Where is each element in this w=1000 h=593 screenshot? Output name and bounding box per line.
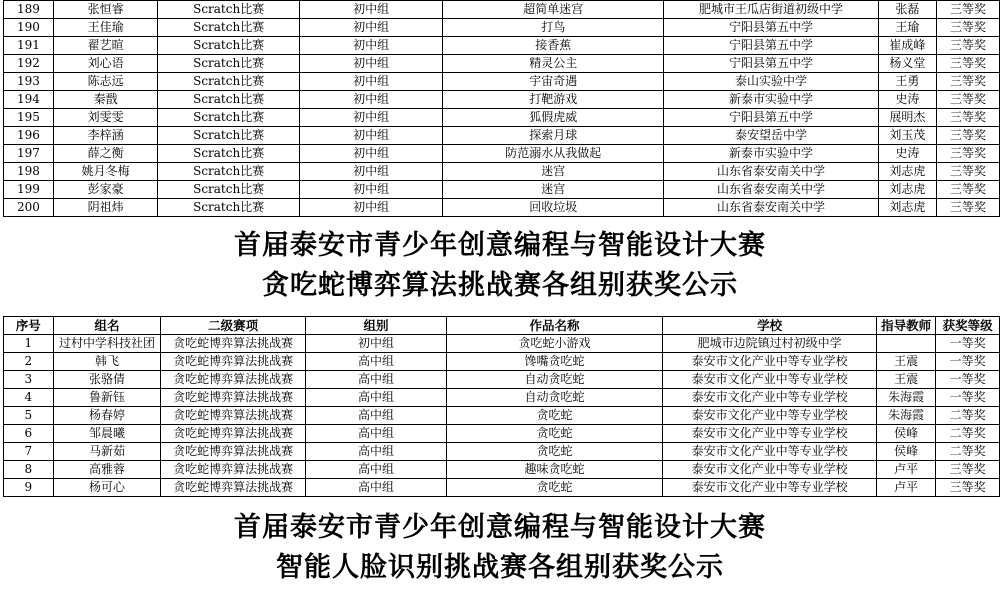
table-cell: 卢平 — [877, 461, 936, 479]
table-cell: 贪吃蛇博弈算法挑战赛 — [161, 479, 306, 497]
table-row — [4, 461, 1000, 479]
table-cell: Scratch比赛 — [158, 1, 299, 19]
table-cell: 刘志虎 — [878, 199, 936, 217]
table-cell: 初中组 — [299, 181, 442, 199]
table-cell: 贪吃蛇博弈算法挑战赛 — [161, 461, 306, 479]
table-row — [4, 425, 1000, 443]
header-cell: 指导教师 — [877, 317, 936, 335]
table-cell: 泰安市文化产业中等专业学校 — [663, 461, 877, 479]
table-cell: 三等奖 — [937, 127, 1000, 145]
table-cell: 自动贪吃蛇 — [447, 389, 663, 407]
table-cell: 超简单迷宫 — [443, 1, 664, 19]
table-cell: 山东省泰安南关中学 — [664, 199, 878, 217]
award-table-scratch — [3, 0, 1000, 217]
table-cell: Scratch比赛 — [158, 127, 299, 145]
table-cell: 刘志虎 — [878, 181, 936, 199]
table-cell: 张磊 — [878, 1, 936, 19]
table-cell: 贪吃蛇博弈算法挑战赛 — [161, 407, 306, 425]
table-cell: 王震 — [877, 371, 936, 389]
table-cell: Scratch比赛 — [158, 109, 299, 127]
table-cell: Scratch比赛 — [158, 163, 299, 181]
section-title: 首届泰安市青少年创意编程与智能设计大赛 — [234, 512, 766, 543]
table-row — [4, 353, 1000, 371]
table-cell: 贪吃蛇博弈算法挑战赛 — [161, 353, 306, 371]
section-subtitle: 智能人脸识别挑战赛各组别获奖公示 — [276, 552, 724, 583]
header-cell: 组名 — [53, 317, 161, 335]
table-row — [4, 73, 1000, 91]
table-cell: 王勇 — [878, 73, 936, 91]
table-cell: 山东省泰安南关中学 — [664, 181, 878, 199]
table-cell: 刘雯雯 — [53, 109, 158, 127]
table-cell: 三等奖 — [937, 181, 1000, 199]
table-cell: 191 — [4, 37, 54, 55]
table-row — [4, 479, 1000, 497]
table-row — [4, 127, 1000, 145]
table-cell: 肥城市边院镇过村初级中学 — [663, 335, 877, 353]
table-cell: 6 — [4, 425, 54, 443]
table-cell: 初中组 — [299, 1, 442, 19]
table-cell: 张恒睿 — [53, 1, 158, 19]
table-cell: 杨可心 — [53, 479, 161, 497]
table-cell: 宁阳县第五中学 — [664, 109, 878, 127]
table-header-row — [4, 317, 1000, 335]
table-cell: 初中组 — [299, 199, 442, 217]
table-cell: 高中组 — [305, 461, 446, 479]
table-row — [4, 371, 1000, 389]
table-cell: Scratch比赛 — [158, 73, 299, 91]
table-cell: 二等奖 — [936, 407, 1000, 425]
table-cell: 薛之衡 — [53, 145, 158, 163]
table-cell: 陈志远 — [53, 73, 158, 91]
table-cell: Scratch比赛 — [158, 91, 299, 109]
table-cell: 初中组 — [299, 145, 442, 163]
table-cell: 打靶游戏 — [443, 91, 664, 109]
table-cell: 高中组 — [305, 353, 446, 371]
table-cell: 泰安市文化产业中等专业学校 — [663, 371, 877, 389]
table-cell: 探索月球 — [443, 127, 664, 145]
table-cell: 精灵公主 — [443, 55, 664, 73]
table-cell: 史涛 — [878, 91, 936, 109]
table-cell: 阴祖炜 — [53, 199, 158, 217]
table-cell: 卢平 — [877, 479, 936, 497]
table-cell: 三等奖 — [936, 461, 1000, 479]
table-cell: 高中组 — [305, 389, 446, 407]
table-cell: 彭家豪 — [53, 181, 158, 199]
table-cell: 贪吃蛇博弈算法挑战赛 — [161, 443, 306, 461]
table-cell: 山东省泰安南关中学 — [664, 163, 878, 181]
table-cell: 贪吃蛇博弈算法挑战赛 — [161, 425, 306, 443]
table-cell: 张骆倩 — [53, 371, 161, 389]
table-row — [4, 91, 1000, 109]
table-cell: 初中组 — [299, 91, 442, 109]
table-cell: 王震 — [877, 353, 936, 371]
table-cell: 刘心语 — [53, 55, 158, 73]
table-cell: 侯峰 — [877, 425, 936, 443]
table-cell: 泰安望岳中学 — [664, 127, 878, 145]
table-cell: 泰安市文化产业中等专业学校 — [663, 425, 877, 443]
table-cell: Scratch比赛 — [158, 145, 299, 163]
table-cell: 初中组 — [299, 37, 442, 55]
table-cell: 高中组 — [305, 443, 446, 461]
table-cell: 2 — [4, 353, 54, 371]
table-cell: 高中组 — [305, 479, 446, 497]
table-cell: 贪吃蛇博弈算法挑战赛 — [161, 335, 306, 353]
table-cell: 8 — [4, 461, 54, 479]
table-cell: 邹晨曦 — [53, 425, 161, 443]
table-cell: 宁阳县第五中学 — [664, 19, 878, 37]
table-cell: 宇宙奇遇 — [443, 73, 664, 91]
table-cell: 三等奖 — [937, 109, 1000, 127]
table-cell: 4 — [4, 389, 54, 407]
table-row — [4, 199, 1000, 217]
table-cell: 196 — [4, 127, 54, 145]
table-cell: 三等奖 — [937, 1, 1000, 19]
table-cell: 打鸟 — [443, 19, 664, 37]
table-row — [4, 1, 1000, 19]
table-row — [4, 163, 1000, 181]
table-cell: 刘志虎 — [878, 163, 936, 181]
table-cell: 自动贪吃蛇 — [447, 371, 663, 389]
table-cell: 秦戬 — [53, 91, 158, 109]
table-row — [4, 37, 1000, 55]
table-cell: 初中组 — [299, 109, 442, 127]
table-cell: 贪吃蛇 — [447, 479, 663, 497]
table-cell: 马新茹 — [53, 443, 161, 461]
table-cell: 198 — [4, 163, 54, 181]
table-cell: 3 — [4, 371, 54, 389]
table-row — [4, 19, 1000, 37]
table-cell: 韩飞 — [53, 353, 161, 371]
table-cell: 泰安市文化产业中等专业学校 — [663, 479, 877, 497]
table-cell: 杨义堂 — [878, 55, 936, 73]
table-cell: 泰安市文化产业中等专业学校 — [663, 389, 877, 407]
table-cell: 三等奖 — [937, 163, 1000, 181]
table-cell: 王瑜 — [878, 19, 936, 37]
table-row — [4, 145, 1000, 163]
table-cell: 过村中学科技社团 — [53, 335, 161, 353]
table-row — [4, 389, 1000, 407]
table-cell: 9 — [4, 479, 54, 497]
table-cell: 杨春婷 — [53, 407, 161, 425]
table-cell: 迷宫 — [443, 181, 664, 199]
table-cell: 贪吃蛇 — [447, 425, 663, 443]
table-cell: 贪吃蛇博弈算法挑战赛 — [161, 389, 306, 407]
table-cell: 190 — [4, 19, 54, 37]
table-cell: 高中组 — [305, 407, 446, 425]
table-cell: 朱海霞 — [877, 407, 936, 425]
table-cell: 鲁新钰 — [53, 389, 161, 407]
table-cell: 二等奖 — [936, 425, 1000, 443]
table-cell: 泰安市文化产业中等专业学校 — [663, 443, 877, 461]
table-cell: Scratch比赛 — [158, 199, 299, 217]
table-cell: 一等奖 — [936, 353, 1000, 371]
table-cell: 初中组 — [305, 335, 446, 353]
table-cell: 三等奖 — [937, 19, 1000, 37]
table-cell: 一等奖 — [936, 371, 1000, 389]
award-table-snake — [3, 316, 1000, 497]
table-cell: 5 — [4, 407, 54, 425]
table-cell: 刘玉茂 — [878, 127, 936, 145]
table-cell: 三等奖 — [937, 91, 1000, 109]
table-cell: 新泰市实验中学 — [664, 91, 878, 109]
table-cell: 7 — [4, 443, 54, 461]
table-cell: 狐假虎威 — [443, 109, 664, 127]
table-cell: 新泰市实验中学 — [664, 145, 878, 163]
header-cell: 组别 — [305, 317, 446, 335]
table-cell: 泰安市文化产业中等专业学校 — [663, 407, 877, 425]
table-cell: 初中组 — [299, 73, 442, 91]
table-cell — [877, 335, 936, 353]
table-cell: 李梓涵 — [53, 127, 158, 145]
table-cell: 史涛 — [878, 145, 936, 163]
table-cell: 翟艺暄 — [53, 37, 158, 55]
table-cell: 三等奖 — [937, 199, 1000, 217]
table-cell: 初中组 — [299, 19, 442, 37]
header-cell: 序号 — [4, 317, 54, 335]
table-cell: 一等奖 — [936, 389, 1000, 407]
table-cell: 肥城市王瓜店街道初级中学 — [664, 1, 878, 19]
table-cell: 姚月冬梅 — [53, 163, 158, 181]
table-cell: 二等奖 — [936, 443, 1000, 461]
table-cell: 宁阳县第五中学 — [664, 37, 878, 55]
table-row — [4, 443, 1000, 461]
table-cell: 189 — [4, 1, 54, 19]
table-cell: 崔成峰 — [878, 37, 936, 55]
table-cell: 初中组 — [299, 127, 442, 145]
table-cell: Scratch比赛 — [158, 181, 299, 199]
table-cell: 高雅蓉 — [53, 461, 161, 479]
table-cell: 194 — [4, 91, 54, 109]
table-cell: 王佳瑜 — [53, 19, 158, 37]
table-cell: Scratch比赛 — [158, 37, 299, 55]
table-cell: 199 — [4, 181, 54, 199]
table-cell: 宁阳县第五中学 — [664, 55, 878, 73]
table-row — [4, 109, 1000, 127]
table-cell: 回收垃圾 — [443, 199, 664, 217]
section-subtitle: 贪吃蛇博弈算法挑战赛各组别获奖公示 — [262, 270, 738, 301]
table-cell: 三等奖 — [937, 145, 1000, 163]
table-cell: 200 — [4, 199, 54, 217]
table-cell: 初中组 — [299, 163, 442, 181]
table-row — [4, 55, 1000, 73]
table-cell: 三等奖 — [937, 37, 1000, 55]
table-cell: 高中组 — [305, 425, 446, 443]
table-cell: 197 — [4, 145, 54, 163]
table-cell: 192 — [4, 55, 54, 73]
table-cell: 1 — [4, 335, 54, 353]
header-cell: 作品名称 — [447, 317, 663, 335]
header-cell: 学校 — [663, 317, 877, 335]
table-cell: 三等奖 — [936, 479, 1000, 497]
table-cell: 三等奖 — [937, 73, 1000, 91]
table-cell: Scratch比赛 — [158, 19, 299, 37]
table-cell: 195 — [4, 109, 54, 127]
table-cell: Scratch比赛 — [158, 55, 299, 73]
table-cell: 馋嘴贪吃蛇 — [447, 353, 663, 371]
table-cell: 泰安市文化产业中等专业学校 — [663, 353, 877, 371]
table-cell: 防范溺水从我做起 — [443, 145, 664, 163]
table-cell: 贪吃蛇 — [447, 407, 663, 425]
header-cell: 获奖等级 — [936, 317, 1000, 335]
table-row — [4, 181, 1000, 199]
table-cell: 接香蕉 — [443, 37, 664, 55]
table-cell: 朱海霞 — [877, 389, 936, 407]
table-cell: 高中组 — [305, 371, 446, 389]
table-row — [4, 407, 1000, 425]
table-cell: 贪吃蛇 — [447, 443, 663, 461]
table-cell: 侯峰 — [877, 443, 936, 461]
table-cell: 初中组 — [299, 55, 442, 73]
table-cell: 贪吃蛇小游戏 — [447, 335, 663, 353]
table-row — [4, 335, 1000, 353]
table-cell: 展明杰 — [878, 109, 936, 127]
table-cell: 迷宫 — [443, 163, 664, 181]
table-cell: 泰山实验中学 — [664, 73, 878, 91]
table-cell: 三等奖 — [937, 55, 1000, 73]
table-cell: 趣味贪吃蛇 — [447, 461, 663, 479]
table-cell: 贪吃蛇博弈算法挑战赛 — [161, 371, 306, 389]
table-cell: 一等奖 — [936, 335, 1000, 353]
section-title: 首届泰安市青少年创意编程与智能设计大赛 — [234, 230, 766, 261]
table-cell: 193 — [4, 73, 54, 91]
header-cell: 二级赛项 — [161, 317, 306, 335]
